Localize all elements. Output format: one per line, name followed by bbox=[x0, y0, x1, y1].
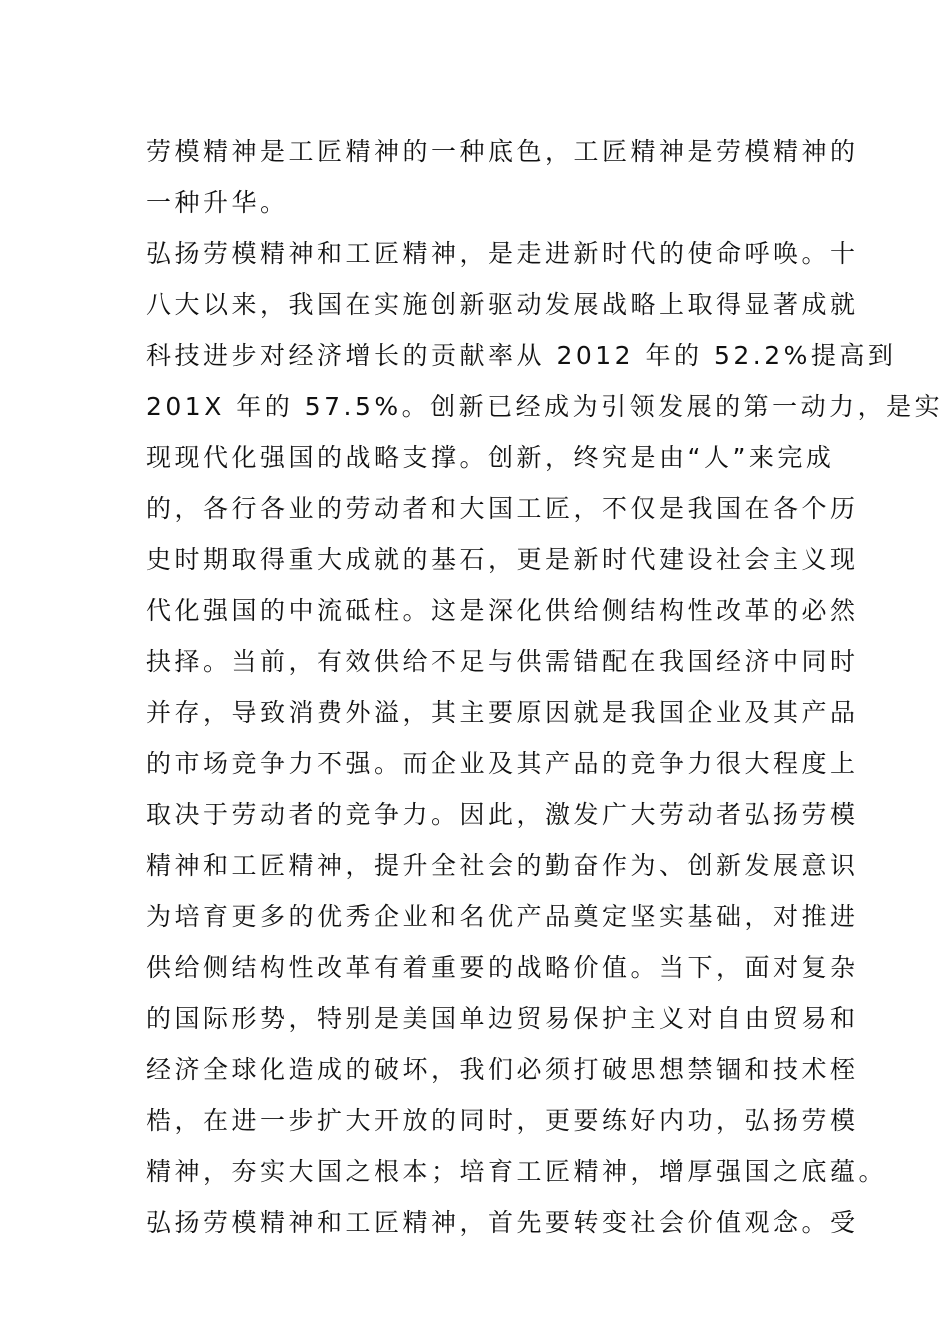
text-line: 201X 年的 57.5%。创新已经成为引领发展的第一动力，是实 bbox=[146, 392, 944, 421]
text-line: 代化强国的中流砥柱。这是深化供给侧结构性改革的必然 bbox=[146, 596, 859, 625]
body-text bbox=[146, 126, 944, 1248]
text-line: 的国际形势，特别是美国单边贸易保护主义对自由贸易和 bbox=[146, 1004, 859, 1033]
text-line: 供给侧结构性改革有着重要的战略价值。当下，面对复杂 bbox=[146, 953, 859, 982]
text-line: 为培育更多的优秀企业和名优产品奠定坚实基础，对推进 bbox=[146, 902, 859, 931]
text-line: 弘扬劳模精神和工匠精神，是走进新时代的使命呼唤。十 bbox=[146, 239, 859, 268]
text-line: 的，各行各业的劳动者和大国工匠，不仅是我国在各个历 bbox=[146, 494, 859, 523]
text-line: 劳模精神是工匠精神的一种底色，工匠精神是劳模精神的 bbox=[146, 137, 859, 166]
text-line: 史时期取得重大成就的基石，更是新时代建设社会主义现 bbox=[146, 545, 859, 574]
text-line: 抉择。当前，有效供给不足与供需错配在我国经济中同时 bbox=[146, 647, 859, 676]
text-line: 梏，在进一步扩大开放的同时，更要练好内功，弘扬劳模 bbox=[146, 1106, 859, 1135]
text-line: 经济全球化造成的破坏，我们必须打破思想禁锢和技术桎 bbox=[146, 1055, 859, 1084]
text-line: 精神和工匠精神，提升全社会的勤奋作为、创新发展意识 bbox=[146, 851, 859, 880]
text-line: 弘扬劳模精神和工匠精神，首先要转变社会价值观念。受 bbox=[146, 1208, 859, 1237]
text-line: 现现代化强国的战略支撑。创新，终究是由“人”来完成 bbox=[146, 443, 835, 472]
text-line: 八大以来，我国在实施创新驱动发展战略上取得显著成就 bbox=[146, 290, 859, 319]
text-line: 并存，导致消费外溢，其主要原因就是我国企业及其产品 bbox=[146, 698, 859, 727]
text-line: 精神，夯实大国之根本；培育工匠精神，增厚强国之底蕴。 bbox=[146, 1157, 888, 1186]
text-line: 的市场竞争力不强。而企业及其产品的竞争力很大程度上 bbox=[146, 749, 859, 778]
text-line: 科技进步对经济增长的贡献率从 2012 年的 52.2%提高到 bbox=[146, 341, 897, 370]
text-line: 取决于劳动者的竞争力。因此，激发广大劳动者弘扬劳模 bbox=[146, 800, 859, 829]
text-line: 一种升华。 bbox=[146, 188, 289, 217]
